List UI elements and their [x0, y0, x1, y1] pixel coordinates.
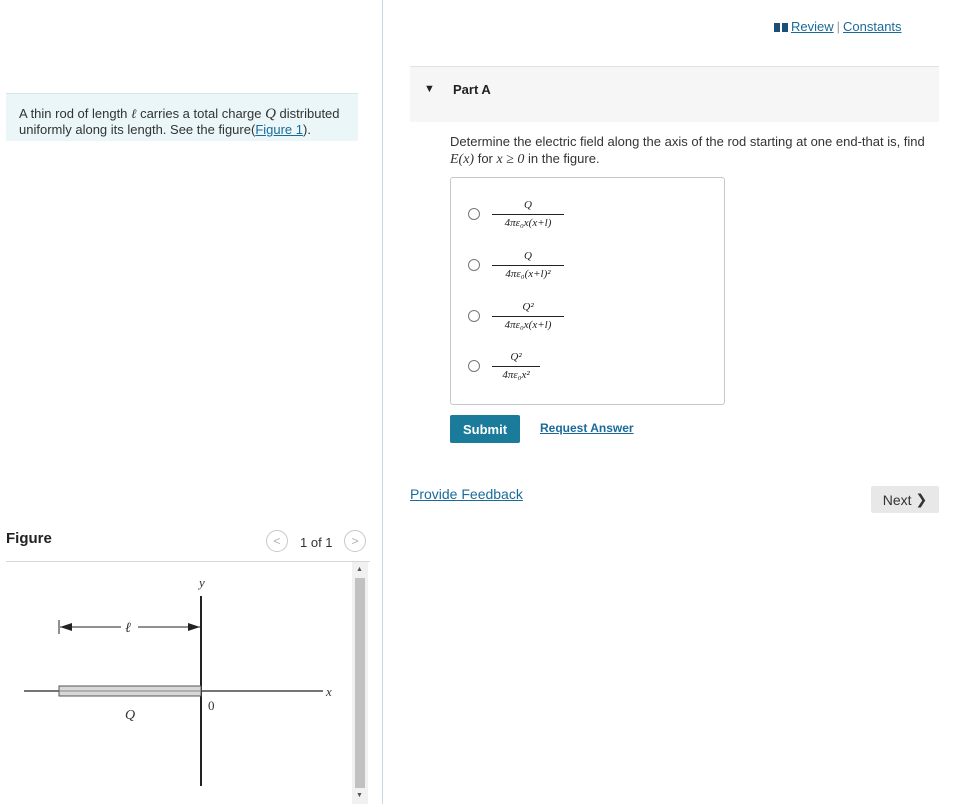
length-symbol: ℓ [131, 106, 137, 121]
dimension-arrow-right [188, 623, 200, 631]
figure-1-link[interactable]: Figure 1 [255, 122, 304, 137]
rod-figure [6, 562, 352, 804]
next-label: Next [882, 491, 912, 508]
choice-fraction [492, 350, 540, 382]
fraction-bar [492, 316, 564, 317]
next-button[interactable] [871, 486, 939, 513]
choice-fraction [492, 300, 564, 332]
intro-paren-open: ( [250, 122, 256, 137]
fraction-numerator: Q [524, 199, 532, 211]
scrollbar-thumb[interactable] [355, 578, 365, 788]
fraction-bar [492, 265, 564, 266]
fraction-numerator: Q [524, 250, 532, 262]
radio-button[interactable] [468, 310, 480, 322]
part-a-header[interactable] [410, 66, 939, 122]
intro-paren-close: ). [303, 122, 311, 137]
length-label: ℓ [125, 621, 131, 636]
fraction-denominator: 4πε₀(x+l)² [505, 268, 551, 280]
column-divider [382, 0, 383, 804]
x-axis-label: x [326, 684, 332, 699]
question-function: E(x) [450, 152, 475, 167]
y-axis-label: y [199, 575, 205, 590]
provide-feedback-link[interactable]: Provide Feedback [410, 486, 523, 502]
choice-option-3[interactable] [451, 300, 724, 350]
origin-label: 0 [208, 698, 215, 713]
chevron-left-icon: < [273, 534, 281, 548]
intro-text-3: distributed uniformly along its length. See the figure [19, 106, 340, 137]
chevron-right-icon: > [351, 534, 359, 548]
review-link[interactable]: Review [791, 19, 834, 34]
radio-button[interactable] [468, 259, 480, 271]
top-links [774, 19, 902, 34]
choice-option-2[interactable] [451, 249, 724, 299]
charge-symbol: Q [265, 106, 276, 122]
fraction-bar [492, 366, 540, 367]
fraction-denominator: 4πε₀x² [502, 369, 530, 381]
choice-option-4[interactable] [451, 350, 724, 400]
question-text-2: for [474, 151, 497, 166]
fraction-bar [492, 214, 564, 215]
part-title: Part A [453, 82, 491, 97]
intro-text-1: A thin rod of length [19, 106, 132, 121]
figure-scrollbar[interactable] [352, 562, 368, 804]
answer-choices [450, 177, 725, 405]
submit-button[interactable]: Submit [450, 415, 520, 443]
radio-button[interactable] [468, 360, 480, 372]
figure-title: Figure [6, 530, 52, 547]
fraction-numerator: Q² [522, 301, 534, 313]
question-condition: x ≥ 0 [496, 152, 525, 167]
caret-down-icon: ▼ [424, 83, 435, 95]
left-panel [0, 0, 382, 804]
choice-option-1[interactable] [451, 198, 724, 248]
choice-fraction [492, 249, 564, 281]
figure-next-button[interactable] [344, 530, 366, 552]
book-icon [774, 23, 788, 32]
fraction-numerator: Q² [510, 351, 522, 363]
link-separator: | [836, 19, 841, 34]
fraction-denominator: 4πε₀x(x+l) [504, 217, 552, 229]
dimension-arrow-left [60, 623, 72, 631]
radio-button[interactable] [468, 208, 480, 220]
question-text-3: in the figure. [524, 151, 600, 166]
figure-pager-count: 1 of 1 [300, 535, 333, 550]
choice-fraction [492, 198, 564, 230]
fraction-denominator: 4πε₀x(x+l) [504, 319, 552, 331]
chevron-right-icon: ❯ [915, 491, 928, 507]
problem-intro [6, 93, 358, 141]
question-text [450, 133, 935, 168]
intro-text-2: carries a total charge [136, 106, 266, 121]
scroll-down-icon[interactable]: ▼ [356, 792, 363, 799]
constants-link[interactable]: Constants [843, 19, 902, 34]
charge-label: Q [125, 708, 136, 723]
question-text-1: Determine the electric field along the axis of the rod starting at one end-that is, find [450, 134, 925, 149]
scroll-up-icon[interactable]: ▲ [356, 566, 363, 573]
figure-prev-button[interactable] [266, 530, 288, 552]
request-answer-link[interactable]: Request Answer [540, 421, 634, 435]
